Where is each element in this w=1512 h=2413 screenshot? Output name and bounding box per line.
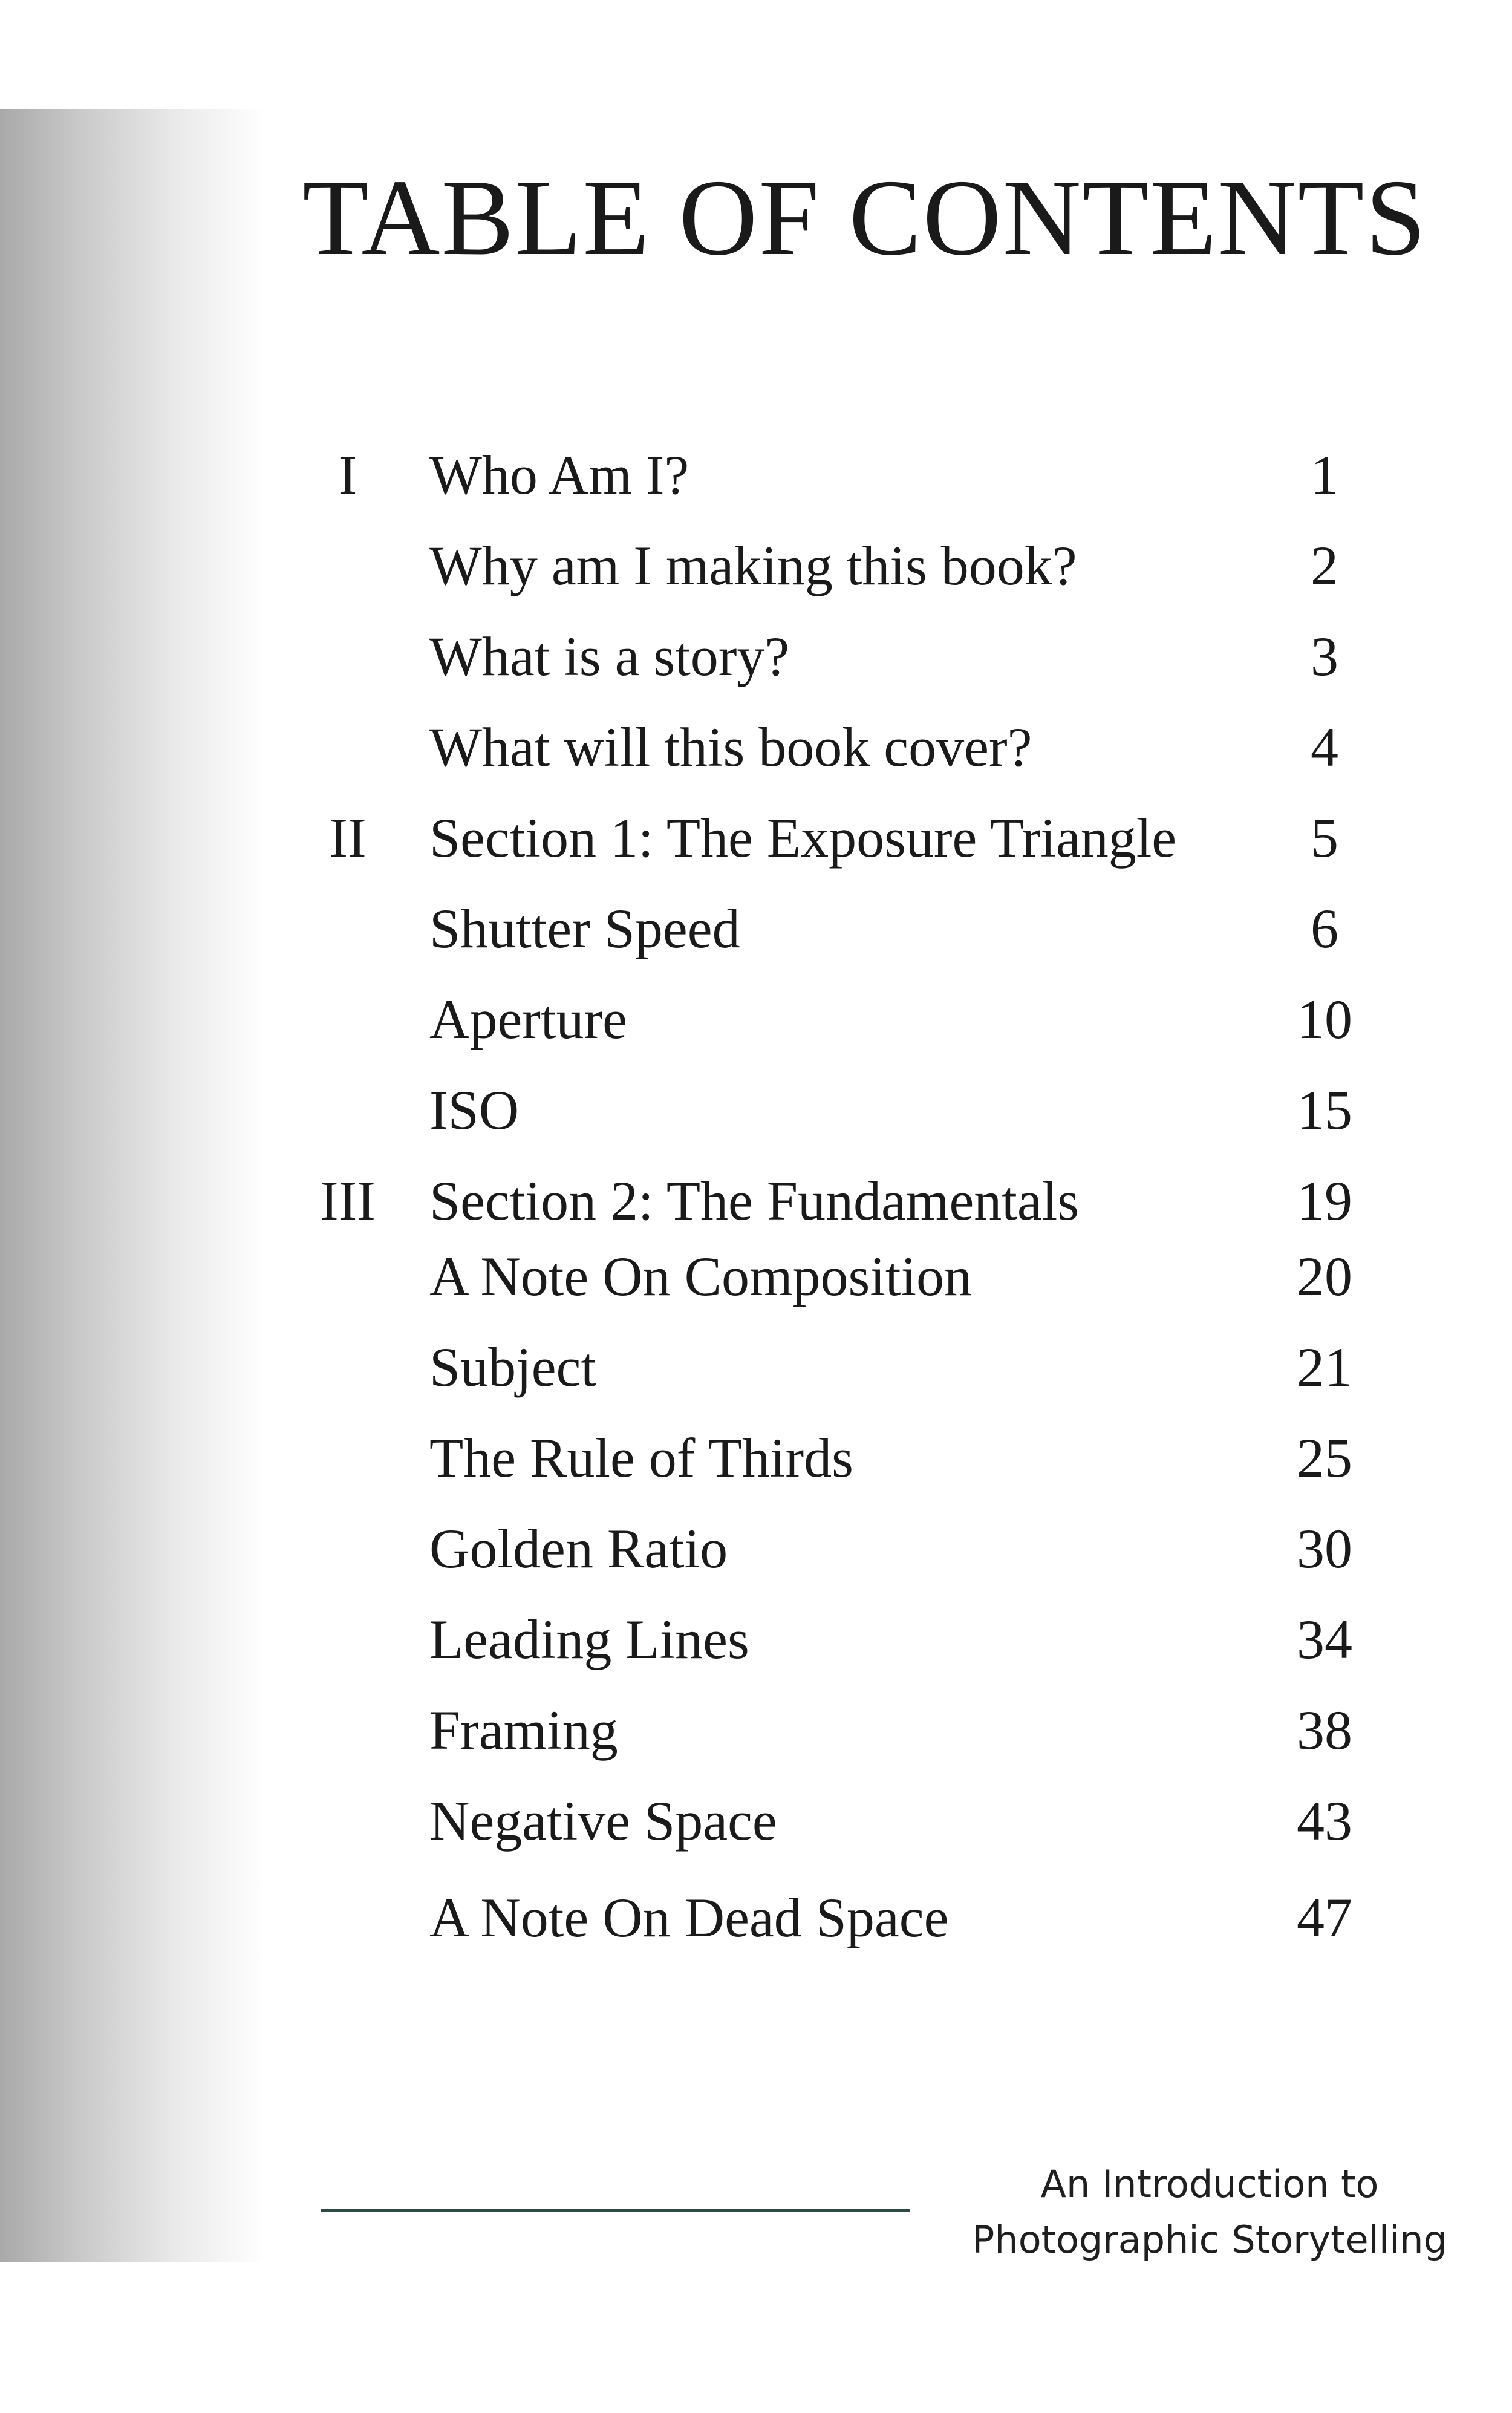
toc-entry [0, 1512, 1512, 1585]
toc-page-number: 25 [1297, 1427, 1352, 1489]
toc-entry [0, 1331, 1512, 1403]
toc-entry [0, 1694, 1512, 1766]
toc-page-number: 43 [1297, 1790, 1352, 1852]
toc-section-numeral: II [329, 807, 367, 869]
toc-entry-title: A Note On Composition [429, 1246, 973, 1307]
toc-page-number: 30 [1297, 1518, 1352, 1579]
toc-page-number: 5 [1311, 807, 1338, 869]
toc-entry-title: Why am I making this book? [429, 535, 1077, 596]
toc-entry-title: Shutter Speed [429, 898, 740, 959]
toc-page-number: 20 [1297, 1246, 1352, 1307]
toc-entry-title: The Rule of Thirds [429, 1427, 853, 1489]
toc-entry [0, 1603, 1512, 1676]
toc-page-number: 19 [1297, 1170, 1352, 1232]
toc-page-number: 21 [1297, 1336, 1352, 1398]
footer-divider [321, 2209, 910, 2212]
toc-page-number: 47 [1297, 1887, 1352, 1948]
toc-entry-title: Golden Ratio [429, 1518, 728, 1579]
toc-entry [0, 1881, 1512, 1954]
toc-entry-title: Leading Lines [429, 1608, 749, 1670]
toc-entry [0, 1240, 1512, 1313]
toc-entry [0, 802, 1512, 874]
toc-page-number: 1 [1311, 444, 1338, 506]
toc-page-number: 2 [1311, 535, 1338, 596]
toc-entry-title: ISO [429, 1079, 520, 1141]
page-title: TABLE OF CONTENTS [302, 157, 1427, 278]
book-subtitle-line-1: An Introduction to [1040, 2162, 1379, 2206]
toc-page-number: 10 [1297, 988, 1352, 1050]
toc-entry-title: Framing [429, 1699, 618, 1761]
toc-entry-title: Section 2: The Fundamentals [429, 1170, 1080, 1232]
toc-page-number: 3 [1311, 625, 1338, 687]
toc-entry [0, 711, 1512, 783]
toc-entry [0, 529, 1512, 602]
toc-page-number: 15 [1297, 1079, 1352, 1141]
toc-entry [0, 1164, 1512, 1237]
toc-entry [0, 983, 1512, 1056]
toc-entry-title: Negative Space [429, 1790, 777, 1852]
toc-page-number: 4 [1311, 716, 1338, 778]
toc-entry-title: Aperture [429, 988, 627, 1050]
toc-entry [0, 1074, 1512, 1146]
toc-entry-title: A Note On Dead Space [429, 1887, 949, 1948]
toc-section-numeral: III [320, 1170, 376, 1232]
toc-entry-title: What will this book cover? [429, 716, 1032, 778]
book-subtitle [968, 2157, 1452, 2268]
toc-section-numeral: I [338, 444, 357, 506]
toc-entry [0, 1422, 1512, 1494]
toc-entry-title: Section 1: The Exposure Triangle [429, 807, 1177, 869]
toc-entry [0, 439, 1512, 511]
toc-page-number: 6 [1311, 898, 1338, 959]
toc-entry [0, 620, 1512, 693]
toc-entry-title: What is a story? [429, 625, 790, 687]
toc-page-number: 38 [1297, 1699, 1352, 1761]
toc-entry-title: Who Am I? [429, 444, 689, 506]
toc-entry [0, 1784, 1512, 1857]
toc-entry-title: Subject [429, 1336, 596, 1398]
book-subtitle-line-2: Photographic Storytelling [972, 2218, 1447, 2262]
toc-page-number: 34 [1297, 1608, 1352, 1670]
toc-entry [0, 892, 1512, 965]
